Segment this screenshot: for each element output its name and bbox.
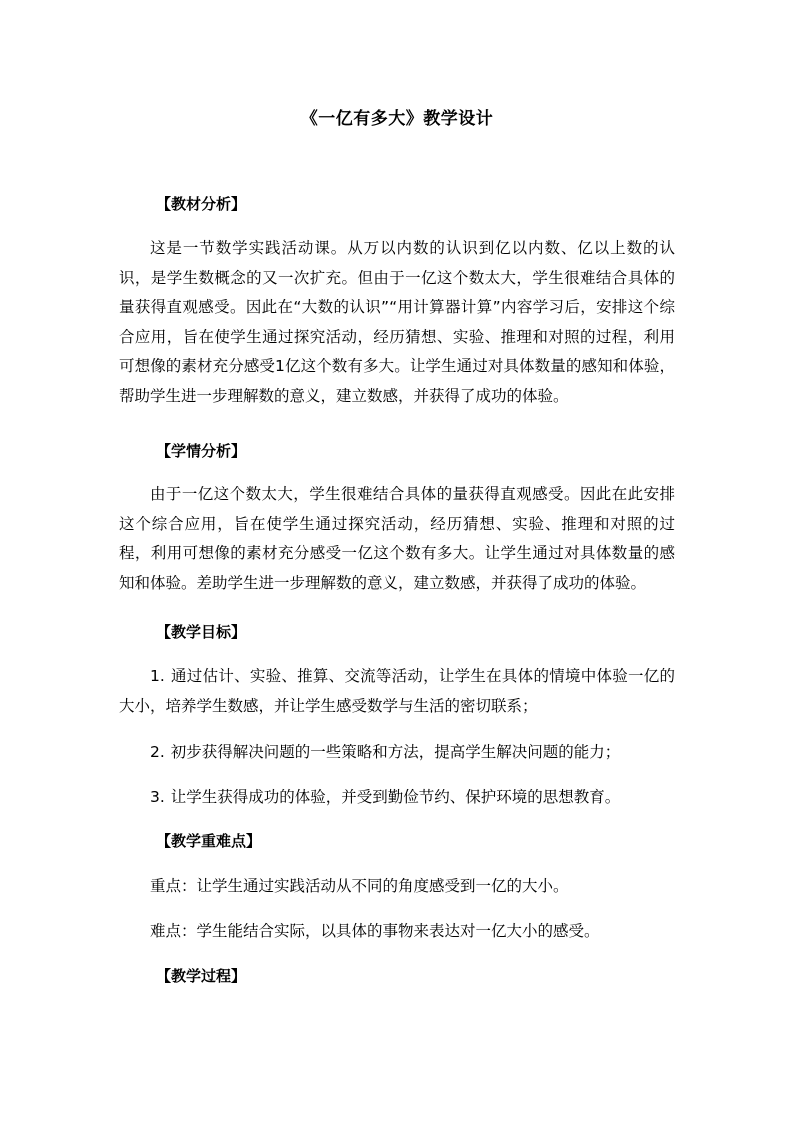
- objective-text: 初步获得解决问题的一些策略和方法，提高学生解决问题的能力；: [170, 743, 621, 761]
- heading-process: 【教学过程】: [156, 967, 247, 985]
- objective-item: [119, 783, 675, 813]
- paragraph-learner-analysis: 由于一亿这个数太大，学生很难结合具体的量获得直观感受。因此在此安排这个综合应用，旨在使学生通过探究活动，经历猜想、实验、推理和对照的过程，利用可想像的素材充分感受一亿这个数有多大。让学生通过对具体数量的感知和体验。差助学生进一步理解数的意义，建立数感，并获得了成功的体验。: [119, 485, 675, 592]
- heading-material-analysis: 【教材分析】: [156, 195, 247, 213]
- paragraph-material-analysis: 这是一节数学实践活动课。从万以内数的认识到亿以内数、亿以上数的认识，是学生数概念的又一次扩充。但由于一亿这个数太大，学生很难结合具体的量获得直观感受。因此在“大数的认识”“用计算器计算”内容学习后，安排这个综合应用，旨在使学生通过探究活动，经历猜想、实验、推理和对照的过程，利用可想像的素材充分感受1亿这个数有多大。让学生通过对具体数量的感知和体验，帮助学生进一步理解数的意义，建立数感，并获得了成功的体验。: [119, 239, 675, 405]
- objective-number: 3.: [150, 788, 165, 806]
- objective-number: 1.: [150, 667, 165, 685]
- objective-item: [119, 662, 675, 721]
- heading-objectives: 【教学目标】: [156, 623, 247, 641]
- difficulty-line: 难点：学生能结合实际，以具体的事物来表达对一亿大小的感受。: [150, 922, 600, 940]
- objective-text: 通过估计、实验、推算、交流等活动，让学生在具体的情境中体验一亿的大小，培养学生数感，并让学生感受数学与生活的密切联系；: [119, 667, 675, 715]
- objective-text: 让学生获得成功的体验，并受到勤俭节约、保护环境的思想教育。: [170, 788, 621, 806]
- heading-learner-analysis: 【学情分析】: [156, 442, 247, 460]
- document-title: 《一亿有多大》教学设计: [300, 109, 494, 129]
- objective-number: 2.: [150, 743, 165, 761]
- key-point-line: 重点：让学生通过实践活动从不同的角度感受到一亿的大小。: [150, 877, 569, 895]
- objective-item: [119, 738, 675, 768]
- heading-key-points: 【教学重难点】: [156, 832, 262, 850]
